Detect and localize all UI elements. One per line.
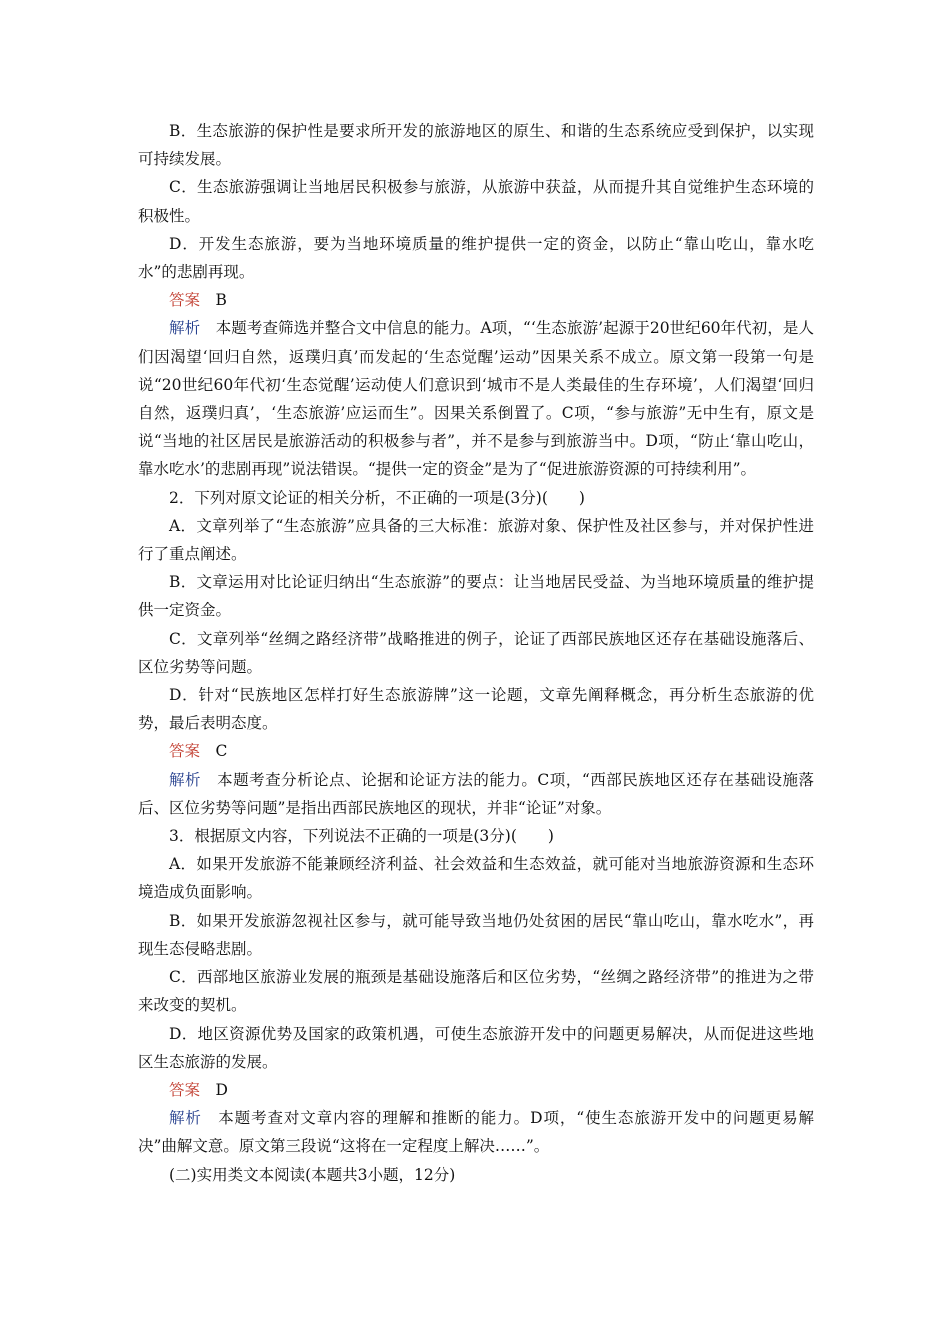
q1-option-b: B．生态旅游的保护性是要求所开发的旅游地区的原生、和谐的生态系统应受到保护，以实现可持续发展。 [138, 122, 814, 169]
q3-option-c: C．西部地区旅游业发展的瓶颈是基础设施落后和区位劣势，“丝绸之路经济带”的推进为之带来改变的契机。 [138, 968, 814, 1015]
explanation-text: 本题考查分析论点、论据和论证方法的能力。C项，“西部民族地区还存在基础设施落后、区位劣势等问题”是指出西部民族地区的现状，并非“论证”对象。 [138, 770, 814, 817]
q3-stem: 3．根据原文内容，下列说法不正确的一项是(3分)( ) [169, 827, 554, 846]
answer-value: B [215, 291, 227, 310]
q3-explanation [138, 1104, 814, 1160]
q3-option-b: B．如果开发旅游忽视社区参与，就可能导致当地仍处贫困的居民“靠山吃山，靠水吃水”，再现生态侵略悲剧。 [138, 911, 814, 958]
answer-label: 答案 [169, 1080, 201, 1099]
q2-answer [138, 737, 814, 765]
explanation-label: 解析 [169, 770, 202, 789]
q1-answer [138, 286, 814, 314]
explanation-text: 本题考查对文章内容的理解和推断的能力。D项，“使生态旅游开发中的问题更易解决”曲解文意。原文第三段说“这将在一定程度上解决……”。 [138, 1109, 814, 1156]
explanation-label: 解析 [169, 1109, 202, 1128]
q3-answer [138, 1076, 814, 1104]
answer-value: D [215, 1080, 228, 1099]
answer-label: 答案 [169, 742, 201, 761]
q3-option-a: A．如果开发旅游不能兼顾经济利益、社会效益和生态效益，就可能对当地旅游资源和生态环境造成负面影响。 [138, 855, 814, 902]
explanation-label: 解析 [169, 319, 201, 338]
q3-option-d: D．地区资源优势及国家的政策机遇，可使生态旅游开发中的问题更易解决，从而促进这些地区生态旅游的发展。 [138, 1024, 814, 1071]
explanation-text: 本题考查筛选并整合文中信息的能力。A项，“‘生态旅游’起源于20世纪60年代初，是人们因渴望‘回归自然，返璞归真’而发起的‘生态觉醒’运动”因果关系不成立。原文第一段第一句是说“20世纪60年代初‘生态觉醒’运动使人们意识到‘城市不是人类最佳的生存环境’，人们渴望‘回归自然，返璞归真’，‘生态旅游’应运而生”。因果关系倒置了。C项，“参与旅游”无中生有，原文是说“当地的社区居民是旅游活动的积极参与者”，并不是参与到旅游当中。D项，“防止‘靠山吃山，靠水吃水’的悲剧再现”说法错误。“提供一定的资金”是为了“促进旅游资源的可持续利用”。 [138, 319, 814, 479]
q2-option-a: A．文章列举了“生态旅游”应具备的三大标准：旅游对象、保护性及社区参与，并对保护性进行了重点阐述。 [138, 516, 814, 564]
q1-explanation [138, 314, 814, 483]
q1-option-c: C．生态旅游强调让当地居民积极参与旅游，从旅游中获益，从而提升其自觉维护生态环境的积极性。 [138, 178, 814, 225]
q2-explanation [138, 766, 814, 822]
q2-option-c: C．文章列举“丝绸之路经济带”战略推进的例子，论证了西部民族地区还存在基础设施落后、区位劣势等问题。 [138, 629, 814, 676]
q2-option-d: D．针对“民族地区怎样打好生态旅游牌”这一论题，文章先阐释概念，再分析生态旅游的优势，最后表明态度。 [138, 686, 814, 733]
answer-label: 答案 [169, 291, 201, 310]
q2-option-b: B．文章运用对比论证归纳出“生态旅游”的要点：让当地居民受益、为当地环境质量的维护提供一定资金。 [138, 573, 814, 620]
q2-stem: 2．下列对原文论证的相关分析，不正确的一项是(3分)( ) [169, 488, 585, 507]
q1-option-d: D．开发生态旅游，要为当地环境质量的维护提供一定的资金，以防止“靠山吃山，靠水吃水”的悲剧再现。 [138, 234, 814, 282]
section-heading: (二)实用类文本阅读(本题共3小题，12分) [169, 1165, 456, 1184]
answer-value: C [215, 742, 228, 761]
document-page [138, 117, 814, 1189]
